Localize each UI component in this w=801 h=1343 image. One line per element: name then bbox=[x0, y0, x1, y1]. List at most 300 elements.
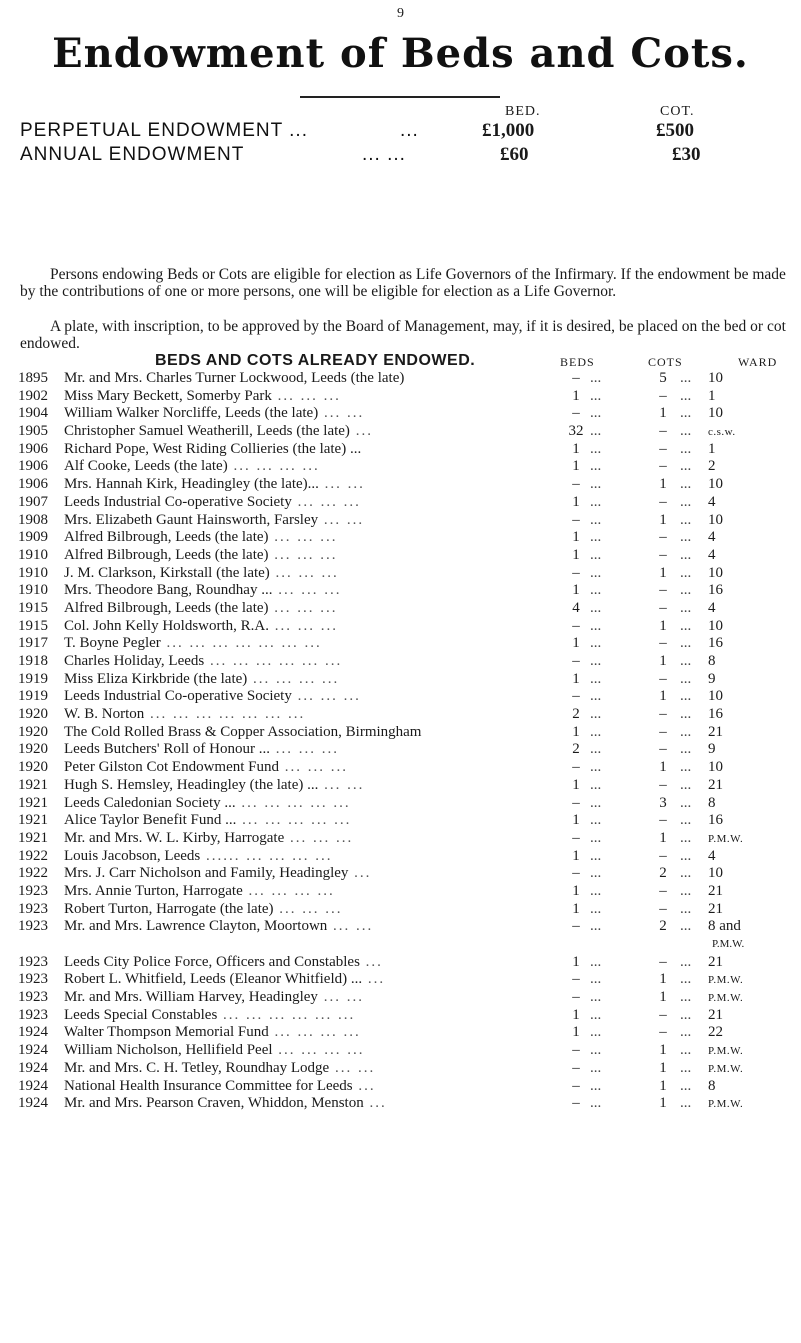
row-ward-value: 16 bbox=[708, 635, 723, 652]
row-leader: ... ... ... ... ... bbox=[235, 794, 351, 811]
row-ward bbox=[708, 706, 798, 724]
table-row bbox=[0, 512, 801, 530]
row-name bbox=[64, 759, 604, 777]
row-name-text: Mr. and Mrs. W. L. Kirby, Harrogate bbox=[64, 829, 285, 846]
table-row bbox=[0, 547, 801, 565]
row-ward-value: 16 bbox=[708, 706, 723, 723]
row-leader: ... ... ... bbox=[271, 387, 341, 404]
row-year: 1906 bbox=[18, 476, 48, 493]
table-row bbox=[0, 759, 801, 777]
cot-header: COT. bbox=[660, 104, 695, 119]
row-name bbox=[64, 830, 604, 848]
row-year: 1919 bbox=[18, 688, 48, 705]
row-leader: ... bbox=[359, 953, 383, 970]
row-beds: 1 bbox=[572, 812, 580, 829]
row-name bbox=[64, 1042, 604, 1060]
table-row bbox=[0, 635, 801, 653]
row-dots: ... bbox=[590, 564, 602, 581]
row-ward-value: P.M.W. bbox=[708, 1045, 744, 1058]
row-leader: ... ... ... bbox=[268, 529, 338, 546]
row-name-text: Louis Jacobson, Leeds bbox=[64, 847, 201, 864]
row-cots: – bbox=[659, 493, 667, 510]
perpetual-label: PERPETUAL ENDOWMENT ... bbox=[20, 120, 308, 141]
row-name-text: Walter Thompson Memorial Fund bbox=[64, 1024, 269, 1041]
row-name-text: Mr. and Mrs. Pearson Craven, Whiddon, Menston bbox=[64, 1095, 364, 1112]
row-year: 1920 bbox=[18, 723, 48, 740]
row-cots: – bbox=[659, 847, 667, 864]
row-ward-value: 10 bbox=[708, 564, 723, 581]
row-name bbox=[64, 901, 604, 919]
row-dots: ... bbox=[590, 794, 602, 811]
row-dots: ... bbox=[680, 723, 692, 740]
row-beds: 1 bbox=[572, 723, 580, 740]
row-cots: 1 bbox=[659, 1042, 667, 1059]
row-year: 1920 bbox=[18, 759, 48, 776]
row-name bbox=[64, 458, 604, 476]
row-dots: ... bbox=[680, 1006, 692, 1023]
row-leader: ...... ... ... ... ... bbox=[200, 847, 333, 864]
table-row bbox=[0, 883, 801, 901]
row-leader: ... ... bbox=[329, 1059, 376, 1076]
row-cots: – bbox=[659, 458, 667, 475]
row-year: 1919 bbox=[18, 670, 48, 687]
row-dots: ... bbox=[680, 1077, 692, 1094]
row-ward-value: 9 bbox=[708, 741, 716, 758]
row-cots: – bbox=[659, 546, 667, 563]
row-dots: ... bbox=[590, 1006, 602, 1023]
row-year: 1922 bbox=[18, 865, 48, 882]
table-row bbox=[0, 600, 801, 618]
row-dots: ... bbox=[680, 370, 692, 386]
row-dots: ... bbox=[590, 741, 602, 758]
row-dots: ... bbox=[590, 759, 602, 776]
row-dots: ... bbox=[680, 617, 692, 634]
row-cots: 1 bbox=[659, 1059, 667, 1076]
row-leader: ... ... ... ... ... ... ... bbox=[144, 706, 306, 723]
row-dots: ... bbox=[680, 493, 692, 510]
row-ward bbox=[708, 635, 798, 653]
row-leader: ... ... ... bbox=[284, 829, 354, 846]
row-year: 1923 bbox=[18, 900, 48, 917]
row-ward bbox=[708, 618, 798, 636]
row-name-text: Alfred Bilbrough, Leeds (the late) bbox=[64, 546, 269, 563]
row-beds: 1 bbox=[572, 546, 580, 563]
row-ward-value: P.M.W. bbox=[708, 992, 744, 1005]
row-year: 1923 bbox=[18, 918, 48, 935]
row-beds: 1 bbox=[572, 776, 580, 793]
row-dots: ... bbox=[590, 688, 602, 705]
row-dots: ... bbox=[680, 405, 692, 422]
row-dots: ... bbox=[590, 599, 602, 616]
row-ward-value: 21 bbox=[708, 1006, 723, 1023]
row-beds: – bbox=[572, 653, 580, 669]
row-year: 1918 bbox=[18, 653, 48, 669]
row-cots: – bbox=[659, 953, 667, 970]
row-dots: ... bbox=[680, 900, 692, 917]
perpetual-dots: ... bbox=[400, 120, 419, 141]
row-ward bbox=[708, 388, 798, 406]
row-ward bbox=[708, 600, 798, 618]
row-name-text: Mr. and Mrs. Lawrence Clayton, Moortown bbox=[64, 918, 328, 935]
row-cots: 1 bbox=[659, 653, 667, 669]
row-ward-value: 8 bbox=[708, 1077, 716, 1094]
row-name-text: Mrs. Elizabeth Gaunt Hainsworth, Farsley bbox=[64, 511, 319, 528]
row-name-text: Miss Eliza Kirkbride (the late) bbox=[64, 670, 248, 687]
row-name-text: Alice Taylor Benefit Fund ... bbox=[64, 812, 237, 829]
row-leader: ... ... bbox=[318, 776, 365, 793]
row-cots: – bbox=[659, 599, 667, 616]
row-leader: ... ... ... ... ... ... bbox=[204, 653, 343, 669]
row-beds: – bbox=[572, 971, 580, 988]
row-ward-value: 21 bbox=[708, 900, 723, 917]
row-cots: 1 bbox=[659, 405, 667, 422]
row-name-text: T. Boyne Pegler bbox=[64, 635, 161, 652]
row-ward-value: 10 bbox=[708, 476, 723, 493]
row-leader: ... ... ... bbox=[273, 900, 343, 917]
row-ward bbox=[708, 405, 798, 423]
row-ward-value: 8 bbox=[708, 653, 716, 669]
row-name-text: Mrs. Annie Turton, Harrogate bbox=[64, 882, 243, 899]
row-cots: – bbox=[659, 423, 667, 440]
row-name bbox=[64, 388, 604, 406]
row-dots: ... bbox=[680, 971, 692, 988]
row-name bbox=[64, 741, 604, 759]
row-name bbox=[64, 706, 604, 724]
row-cots: – bbox=[659, 723, 667, 740]
title-rule bbox=[300, 96, 500, 98]
table-row bbox=[0, 1078, 801, 1096]
row-year: 1904 bbox=[18, 405, 48, 422]
row-leader: ... ... ... bbox=[291, 493, 361, 510]
row-dots: ... bbox=[590, 971, 602, 988]
row-dots: ... bbox=[680, 741, 692, 758]
row-name-text: W. B. Norton bbox=[64, 706, 145, 723]
row-year: 1924 bbox=[18, 1059, 48, 1076]
row-ward-value: P.M.W. bbox=[708, 974, 744, 987]
table-row bbox=[0, 458, 801, 476]
row-leader: ... ... ... ... ... ... ... bbox=[160, 635, 322, 652]
row-ward bbox=[708, 547, 798, 565]
row-dots: ... bbox=[680, 582, 692, 599]
row-ward-value: 10 bbox=[708, 370, 723, 386]
row-ward-value: 21 bbox=[708, 723, 723, 740]
row-dots: ... bbox=[590, 1024, 602, 1041]
row-leader: ... ... ... ... bbox=[268, 1024, 361, 1041]
row-cots: 1 bbox=[659, 617, 667, 634]
row-name bbox=[64, 1095, 604, 1113]
row-beds: 1 bbox=[572, 493, 580, 510]
row-beds: 1 bbox=[572, 953, 580, 970]
row-cots: 3 bbox=[659, 794, 667, 811]
row-dots: ... bbox=[680, 1095, 692, 1112]
table-row bbox=[0, 565, 801, 583]
row-dots: ... bbox=[680, 670, 692, 687]
row-beds: 1 bbox=[572, 582, 580, 599]
row-dots: ... bbox=[590, 582, 602, 599]
row-dots: ... bbox=[680, 812, 692, 829]
row-ward-value: 4 bbox=[708, 493, 716, 510]
row-dots: ... bbox=[590, 635, 602, 652]
row-dots: ... bbox=[680, 635, 692, 652]
row-dots: ... bbox=[680, 989, 692, 1006]
row-name-text: Richard Pope, West Riding Collieries (the late) ... bbox=[64, 440, 362, 457]
row-leader: ... ... ... ... bbox=[227, 458, 320, 475]
row-year: 1921 bbox=[18, 776, 48, 793]
row-cots: – bbox=[659, 812, 667, 829]
row-year: 1909 bbox=[18, 529, 48, 546]
row-name bbox=[64, 989, 604, 1007]
row-name-text: Alfred Bilbrough, Leeds (the late) bbox=[64, 529, 269, 546]
row-dots: ... bbox=[680, 440, 692, 457]
row-year: 1922 bbox=[18, 847, 48, 864]
row-dots: ... bbox=[680, 423, 692, 440]
row-beds: 1 bbox=[572, 458, 580, 475]
row-ward bbox=[708, 688, 798, 706]
row-beds: 1 bbox=[572, 387, 580, 404]
table-row bbox=[0, 918, 801, 953]
plate-paragraph: A plate, with inscription, to be approved by the Board of Management, may, if it is desired, be placed on the bed or cot endowed. bbox=[20, 318, 786, 352]
table-row bbox=[0, 848, 801, 866]
row-dots: ... bbox=[680, 794, 692, 811]
row-dots: ... bbox=[590, 617, 602, 634]
row-name bbox=[64, 671, 604, 689]
row-year: 1910 bbox=[18, 546, 48, 563]
row-name-text: Leeds Industrial Co-operative Society bbox=[64, 493, 292, 510]
row-name bbox=[64, 1078, 604, 1096]
row-dots: ... bbox=[680, 865, 692, 882]
row-beds: – bbox=[572, 688, 580, 705]
table-row bbox=[0, 954, 801, 972]
row-name-text: Leeds Butchers' Roll of Honour ... bbox=[64, 741, 271, 758]
row-name-text: Mrs. J. Carr Nicholson and Family, Headingley bbox=[64, 865, 349, 882]
row-ward bbox=[708, 741, 798, 759]
row-dots: ... bbox=[590, 1095, 602, 1112]
row-beds: 1 bbox=[572, 440, 580, 457]
row-name bbox=[64, 370, 604, 388]
row-beds: 1 bbox=[572, 847, 580, 864]
row-year: 1921 bbox=[18, 829, 48, 846]
row-dots: ... bbox=[680, 1059, 692, 1076]
table-row bbox=[0, 901, 801, 919]
row-cots: 1 bbox=[659, 476, 667, 493]
row-name bbox=[64, 954, 604, 972]
row-leader: ... ... ... bbox=[291, 688, 361, 705]
row-beds: – bbox=[572, 370, 580, 386]
row-cots: – bbox=[659, 387, 667, 404]
row-year: 1895 bbox=[18, 370, 48, 386]
row-dots: ... bbox=[590, 1042, 602, 1059]
row-cots: 1 bbox=[659, 688, 667, 705]
row-ward bbox=[708, 883, 798, 901]
row-cots: – bbox=[659, 529, 667, 546]
row-ward bbox=[708, 529, 798, 547]
row-cots: – bbox=[659, 582, 667, 599]
bed-header: BED. bbox=[505, 104, 541, 119]
row-year: 1923 bbox=[18, 989, 48, 1006]
row-ward bbox=[708, 954, 798, 972]
row-leader: ... bbox=[352, 1077, 376, 1094]
table-row bbox=[0, 777, 801, 795]
row-ward-value: P.M.W. bbox=[708, 1062, 744, 1075]
row-leader: ... ... ... ... ... ... bbox=[217, 1006, 356, 1023]
row-year: 1910 bbox=[18, 582, 48, 599]
row-name-text: Miss Mary Beckett, Somerby Park bbox=[64, 387, 272, 404]
row-cots: 2 bbox=[659, 918, 667, 935]
table-row bbox=[0, 1060, 801, 1078]
row-year: 1921 bbox=[18, 794, 48, 811]
row-dots: ... bbox=[590, 493, 602, 510]
row-ward bbox=[708, 1078, 798, 1096]
row-name bbox=[64, 565, 604, 583]
row-dots: ... bbox=[680, 599, 692, 616]
row-beds: 1 bbox=[572, 882, 580, 899]
row-dots: ... bbox=[680, 529, 692, 546]
row-dots: ... bbox=[590, 529, 602, 546]
row-ward bbox=[708, 494, 798, 512]
row-cots: – bbox=[659, 635, 667, 652]
row-dots: ... bbox=[680, 776, 692, 793]
row-leader: ... ... bbox=[318, 476, 365, 493]
row-ward-value: 10 bbox=[708, 405, 723, 422]
row-ward bbox=[708, 671, 798, 689]
table-row bbox=[0, 388, 801, 406]
table-row bbox=[0, 529, 801, 547]
table-row bbox=[0, 671, 801, 689]
row-beds: 1 bbox=[572, 900, 580, 917]
ward-column-header: WARD bbox=[738, 355, 778, 369]
table-row bbox=[0, 1024, 801, 1042]
table-row bbox=[0, 741, 801, 759]
row-dots: ... bbox=[680, 1024, 692, 1041]
row-name bbox=[64, 653, 604, 671]
row-dots: ... bbox=[680, 759, 692, 776]
row-cots: – bbox=[659, 1006, 667, 1023]
row-name bbox=[64, 1060, 604, 1078]
row-year: 1905 bbox=[18, 423, 48, 440]
row-cots: 1 bbox=[659, 1095, 667, 1112]
row-dots: ... bbox=[590, 387, 602, 404]
row-name-text: Robert L. Whitfield, Leeds (Eleanor Whitfield) ... bbox=[64, 971, 363, 988]
row-year: 1906 bbox=[18, 458, 48, 475]
row-leader: ... ... ... ... ... bbox=[236, 812, 352, 829]
table-row bbox=[0, 618, 801, 636]
row-dots: ... bbox=[590, 865, 602, 882]
row-year: 1910 bbox=[18, 564, 48, 581]
endowed-list bbox=[0, 370, 801, 1113]
row-name-text: Mrs. Hannah Kirk, Headingley (the late)... bbox=[64, 476, 319, 493]
row-ward-value: 10 bbox=[708, 617, 723, 634]
row-leader: ... ... ... bbox=[279, 759, 348, 776]
row-dots: ... bbox=[590, 723, 602, 740]
row-dots: ... bbox=[590, 1077, 602, 1094]
row-name-text: Leeds Industrial Co-operative Society bbox=[64, 688, 292, 705]
row-year: 1924 bbox=[18, 1077, 48, 1094]
row-cots: – bbox=[659, 440, 667, 457]
row-leader: ... ... bbox=[317, 989, 364, 1006]
row-name bbox=[64, 547, 604, 565]
row-year: 1921 bbox=[18, 812, 48, 829]
row-name-text: Mrs. Theodore Bang, Roundhay ... bbox=[64, 582, 273, 599]
row-ward-value: 4 bbox=[708, 599, 716, 616]
row-leader: ... ... ... bbox=[268, 599, 338, 616]
row-dots: ... bbox=[590, 706, 602, 723]
row-name bbox=[64, 883, 604, 901]
row-beds: 2 bbox=[572, 706, 580, 723]
row-ward-value: 10 bbox=[708, 759, 723, 776]
row-ward-value: 21 bbox=[708, 953, 723, 970]
row-dots: ... bbox=[680, 829, 692, 846]
row-beds: – bbox=[572, 405, 580, 422]
row-dots: ... bbox=[680, 953, 692, 970]
row-dots: ... bbox=[680, 882, 692, 899]
row-ward-value: 1 bbox=[708, 387, 716, 404]
row-name bbox=[64, 512, 604, 530]
row-cots: – bbox=[659, 670, 667, 687]
row-beds: – bbox=[572, 989, 580, 1006]
row-beds: – bbox=[572, 865, 580, 882]
row-ward-value: P.M.W. bbox=[708, 1098, 744, 1111]
row-dots: ... bbox=[680, 458, 692, 475]
row-name bbox=[64, 918, 604, 936]
row-dots: ... bbox=[590, 900, 602, 917]
row-ward-value: 21 bbox=[708, 776, 723, 793]
row-beds: – bbox=[572, 564, 580, 581]
row-dots: ... bbox=[590, 405, 602, 422]
page-title: Endowment of Beds and Cots. bbox=[52, 30, 749, 77]
row-leader: ... ... bbox=[327, 918, 374, 935]
row-leader: ... ... ... bbox=[270, 741, 340, 758]
row-dots: ... bbox=[680, 564, 692, 581]
row-name-text: Leeds Caledonian Society ... bbox=[64, 794, 236, 811]
table-row bbox=[0, 989, 801, 1007]
row-ward bbox=[708, 848, 798, 866]
row-ward-value: 8 bbox=[708, 794, 716, 811]
row-leader: ... ... ... ... bbox=[242, 882, 335, 899]
table-row bbox=[0, 405, 801, 423]
row-dots: ... bbox=[590, 653, 602, 669]
row-ward bbox=[708, 565, 798, 583]
row-name bbox=[64, 812, 604, 830]
row-name-text: Leeds Special Constables bbox=[64, 1006, 218, 1023]
row-beds: 1 bbox=[572, 1024, 580, 1041]
row-dots: ... bbox=[590, 670, 602, 687]
row-name-text: Robert Turton, Harrogate (the late) bbox=[64, 900, 274, 917]
row-name-text: Mr. and Mrs. C. H. Tetley, Roundhay Lodge bbox=[64, 1059, 330, 1076]
row-cots: – bbox=[659, 706, 667, 723]
row-dots: ... bbox=[590, 882, 602, 899]
row-ward-value: 4 bbox=[708, 546, 716, 563]
beds-column-header: BEDS bbox=[560, 355, 595, 369]
row-cots: 1 bbox=[659, 829, 667, 846]
row-cots: – bbox=[659, 741, 667, 758]
table-row bbox=[0, 830, 801, 848]
row-beds: 1 bbox=[572, 1006, 580, 1023]
row-cots: 1 bbox=[659, 511, 667, 528]
row-cots: – bbox=[659, 882, 667, 899]
row-name-text: William Nicholson, Hellifield Peel bbox=[64, 1042, 273, 1059]
row-year: 1915 bbox=[18, 617, 48, 634]
row-ward bbox=[708, 918, 798, 953]
row-name bbox=[64, 582, 604, 600]
table-row bbox=[0, 370, 801, 388]
row-name bbox=[64, 971, 604, 989]
row-name-text: Charles Holiday, Leeds bbox=[64, 653, 205, 669]
governors-paragraph: Persons endowing Beds or Cots are eligible for election as Life Governors of the Infirmary. If the endowment be made by the contributions of one or more persons, one will be eligible for election as a Life Governor. bbox=[20, 266, 786, 300]
row-beds: – bbox=[572, 1042, 580, 1059]
row-beds: – bbox=[572, 511, 580, 528]
row-beds: – bbox=[572, 1077, 580, 1094]
row-leader: ... bbox=[348, 865, 372, 882]
